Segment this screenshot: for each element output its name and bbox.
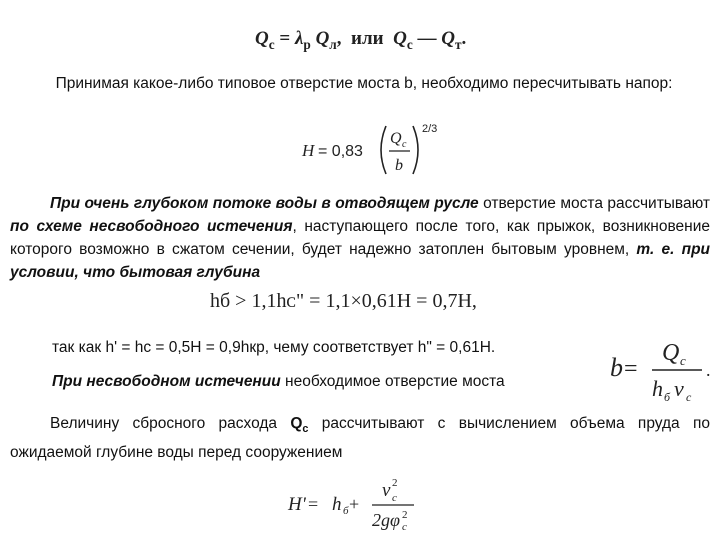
fraction-numerator: v (382, 480, 391, 501)
fraction-denominator-h: h (652, 376, 663, 401)
formula-depth-condition: hб > 1,1hᴄ" = 1,1×0,61H = 0,7H, (210, 290, 477, 312)
formula-subscript: c (268, 36, 275, 52)
paragraph-text: отверстие моста рассчитывают (478, 195, 710, 212)
fraction-denominator-h-sub: б (664, 390, 671, 404)
formula-head-svg (300, 118, 450, 182)
fraction-denominator: 2gφ (372, 510, 400, 530)
emphasis-discharge-sub: c (302, 423, 309, 436)
right-paren (413, 126, 418, 174)
formula-lhs: H (302, 141, 315, 160)
formula-upstream-svg (286, 472, 426, 538)
formula-head (300, 118, 450, 187)
paragraph-text: Величину сбросного расхода (50, 415, 291, 432)
emphasis-discharge: Q (290, 415, 303, 432)
emphasis-nonfree: При несвободном истечении (52, 373, 281, 390)
intro-paragraph: Принимая какое-либо типовое отверстие моста b, необходимо пересчитывать напор: (55, 75, 673, 92)
formula-plus: + (349, 494, 360, 514)
emphasis-nonfree-scheme: по схеме несвободного истечения (10, 218, 293, 235)
formula-symbol: Q (441, 28, 455, 49)
paragraph-text: необходимое отверстие моста (280, 373, 505, 390)
formula-coefficient: = 0,83 (318, 143, 363, 160)
fraction-denominator-sub: c (402, 521, 407, 533)
fraction-numerator-sub: c (680, 353, 686, 368)
formula-operator: = (274, 28, 295, 49)
formula-opening-svg (606, 332, 716, 406)
formula-subscript: л (329, 36, 337, 52)
left-paren (381, 126, 386, 174)
fraction-numerator-sub: c (392, 492, 397, 504)
formula-opening-width (606, 332, 716, 411)
formula-operator: — (412, 28, 442, 49)
nonfree-line (52, 370, 505, 393)
fraction-numerator-sup: 2 (392, 477, 398, 489)
paragraph-text: , наступающего после того, как прыжок, возникновение которого возможно в сжатом сечении, будет надежно затоплен бытовым уровнем, (10, 218, 710, 258)
formula-punct: . (461, 28, 467, 49)
formula-symbol: Q (393, 28, 407, 49)
formula-punct: , (336, 28, 342, 49)
formula-lhs: b (610, 353, 623, 382)
formula-punct: . (706, 360, 711, 380)
formula-symbol: λ (294, 28, 304, 49)
formula-operator: = (308, 494, 319, 514)
fraction-denominator: b (395, 157, 403, 174)
emphasis-deep-flow: При очень глубоком потоке воды в отводящем русле (50, 195, 479, 212)
discharge-paragraph (10, 412, 710, 464)
formula-exponent: 2/3 (422, 123, 438, 135)
formula-lhs: H' (288, 494, 306, 515)
emphasis-condition: т. е. при условии, что бытовая глубина (10, 241, 711, 281)
formula-h-sub: б (343, 505, 349, 517)
fraction-numerator: Q (390, 130, 402, 147)
formula-subscript: т (454, 36, 462, 52)
formula-word: или (341, 28, 394, 49)
fraction-numerator: Q (662, 340, 680, 366)
formula-flow-relation (255, 28, 466, 53)
fraction-denominator-v-sub: c (686, 390, 692, 404)
formula-subscript: c (406, 36, 413, 52)
fraction-denominator-v: v (674, 376, 684, 401)
formula-operator: = (624, 356, 638, 382)
formula-symbol: Q (255, 28, 269, 49)
paragraph-text: рассчитывают с вычислением объема пруда по ожидаемой глубине воды перед сооружением (10, 415, 710, 462)
because-line: так как h' = hc = 0,5H = 0,9hкр, чему соответствует h" = 0,61H. (52, 339, 496, 356)
fraction-numerator-sub: c (402, 139, 407, 150)
formula-subscript: p (303, 36, 311, 52)
formula-head-upstream (286, 472, 426, 543)
deep-flow-paragraph (10, 192, 710, 284)
fraction-denominator-sup: 2 (402, 509, 408, 521)
formula-h: h (332, 494, 342, 515)
formula-symbol: Q (310, 28, 330, 49)
